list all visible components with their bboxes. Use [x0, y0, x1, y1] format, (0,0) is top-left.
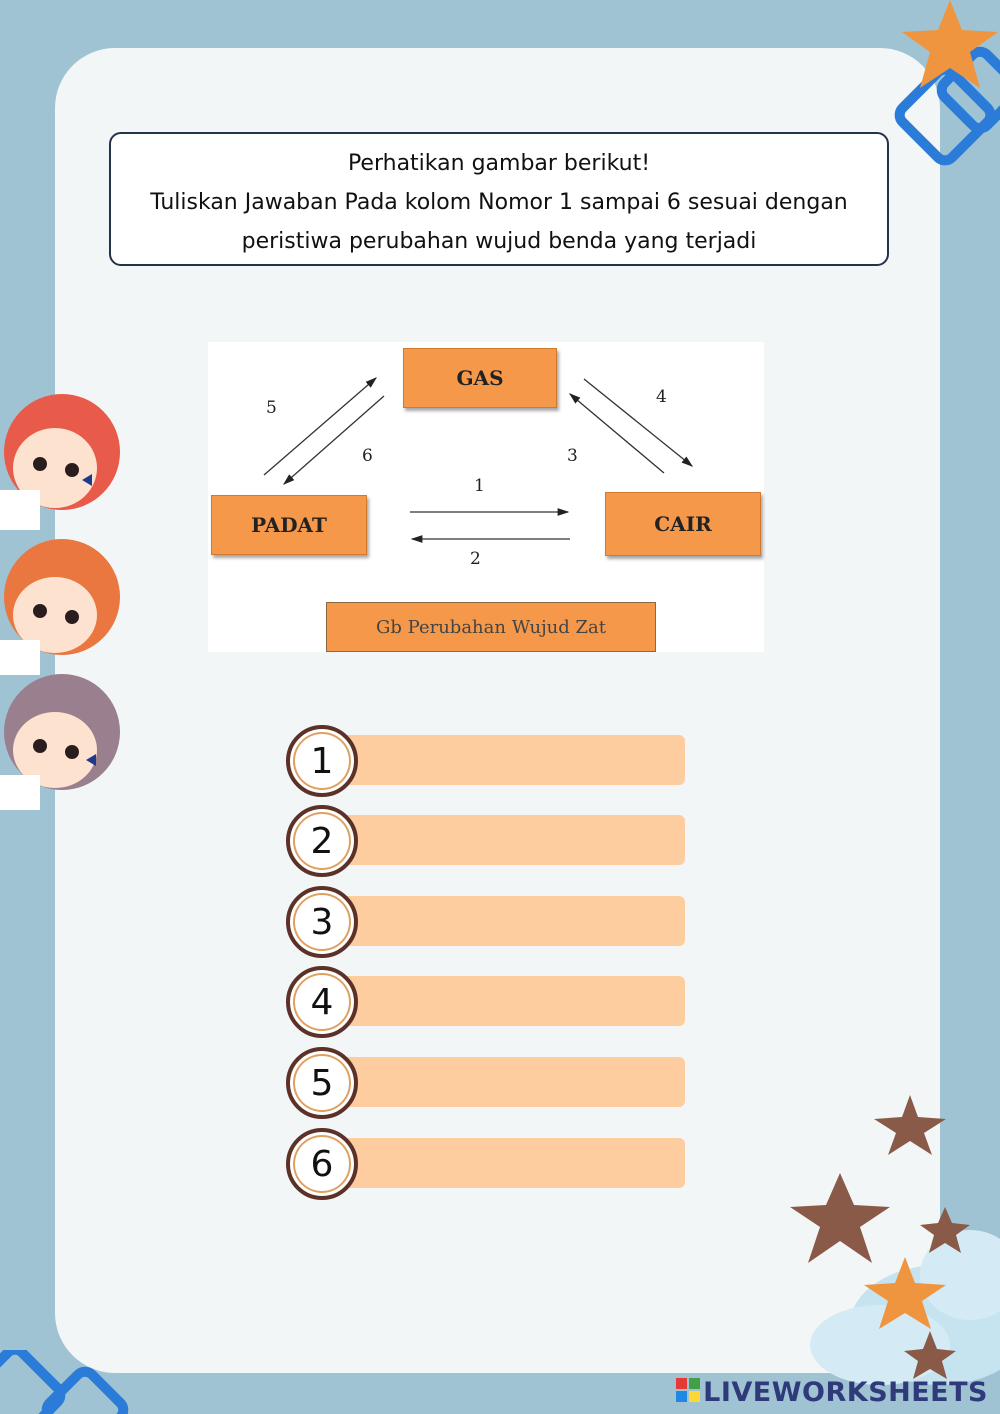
number-badge-6: 6 [286, 1128, 358, 1200]
answer-row-4 [286, 966, 686, 1038]
instructions-line-1: Perhatikan gambar berikut! [347, 151, 651, 176]
answer-row-2 [286, 805, 686, 877]
answer-row-5 [286, 1047, 686, 1119]
number-badge-4: 4 [286, 966, 358, 1038]
arrow-label-3: 3 [567, 446, 578, 466]
cloud-stars-decoration [760, 1095, 1000, 1385]
arrow-label-2: 2 [470, 549, 481, 569]
state-change-diagram [208, 342, 764, 652]
arrow-label-1: 1 [474, 476, 485, 496]
liveworksheets-logo-icon [676, 1378, 700, 1402]
arrow-6 [284, 396, 384, 484]
answer-input-6[interactable] [326, 1138, 685, 1188]
arrow-5 [264, 378, 376, 475]
diagram-caption: Gb Perubahan Wujud Zat [326, 602, 656, 652]
answer-input-3[interactable] [326, 896, 685, 946]
instructions-line-3: peristiwa perubahan wujud benda yang terjadi [241, 229, 757, 254]
child-girl-red-hair-illustration [0, 390, 130, 530]
number-badge-1: 1 [286, 725, 358, 797]
answer-input-4[interactable] [326, 976, 685, 1026]
state-box-padat: PADAT [211, 495, 367, 555]
instructions-line-2: Tuliskan Jawaban Pada kolom Nomor 1 sampai 6 sesuai dengan [150, 190, 848, 215]
answer-input-2[interactable] [326, 815, 685, 865]
child-girl-purple-hair-illustration [0, 670, 130, 810]
state-box-cair: CAIR [605, 492, 761, 556]
answer-row-3 [286, 886, 686, 958]
answer-row-6 [286, 1128, 686, 1200]
arrow-label-6: 6 [362, 446, 373, 466]
answer-input-1[interactable] [326, 735, 685, 785]
square-decoration [0, 1350, 150, 1414]
number-badge-3: 3 [286, 886, 358, 958]
arrow-4 [584, 379, 692, 466]
instructions-box [109, 132, 889, 266]
number-badge-2: 2 [286, 805, 358, 877]
child-boy-orange-hair-illustration [0, 535, 130, 675]
liveworksheets-brand[interactable]: LIVEWORKSHEETS [703, 1377, 988, 1408]
arrow-label-5: 5 [266, 398, 277, 418]
state-box-gas: GAS [403, 348, 557, 408]
number-badge-5: 5 [286, 1047, 358, 1119]
arrow-label-4: 4 [656, 387, 667, 407]
answer-row-1 [286, 725, 686, 797]
star-decoration [880, 0, 1000, 200]
answer-input-5[interactable] [326, 1057, 685, 1107]
